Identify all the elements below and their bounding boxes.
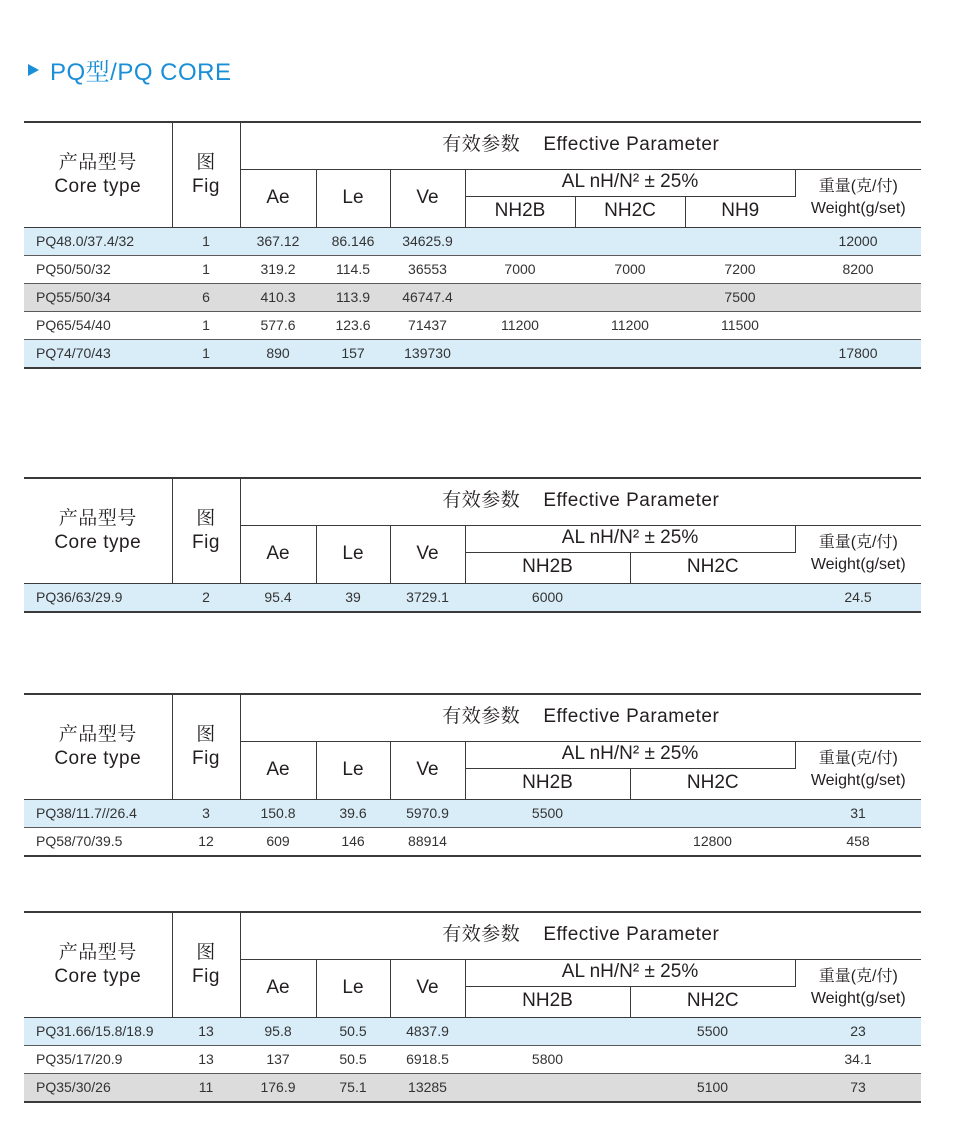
core-type-cell: PQ31.66/15.8/18.9 xyxy=(24,1017,172,1045)
al-cell: 11200 xyxy=(575,311,685,339)
core-type-header: 产品型号 Core type xyxy=(24,912,172,1017)
ae-cell: 577.6 xyxy=(240,311,316,339)
ae-cell: 410.3 xyxy=(240,283,316,311)
core-type-cell: PQ48.0/37.4/32 xyxy=(24,227,172,255)
le-header: Le xyxy=(316,525,390,583)
al-cell xyxy=(575,227,685,255)
le-cell: 114.5 xyxy=(316,255,390,283)
table-row xyxy=(24,827,921,856)
al-cell: 7500 xyxy=(685,283,795,311)
effective-parameter-header: 有效参数 Effective Parameter xyxy=(240,912,921,959)
table-row xyxy=(24,311,921,339)
le-cell: 86.146 xyxy=(316,227,390,255)
weight-cell: 23 xyxy=(795,1017,921,1045)
al-cell xyxy=(465,227,575,255)
material-header: NH2C xyxy=(630,552,795,583)
ve-cell: 71437 xyxy=(390,311,465,339)
core-type-cell: PQ65/54/40 xyxy=(24,311,172,339)
fig-cell: 2 xyxy=(172,583,240,612)
le-cell: 146 xyxy=(316,827,390,856)
core-type-cell: PQ38/11.7//26.4 xyxy=(24,799,172,827)
section-title: PQ型/PQ CORE xyxy=(50,59,232,86)
weight-cell: 17800 xyxy=(795,339,921,368)
al-cell: 7000 xyxy=(465,255,575,283)
spec-table-1 xyxy=(24,121,921,369)
table-row xyxy=(24,1045,921,1073)
fig-cell: 12 xyxy=(172,827,240,856)
le-header: Le xyxy=(316,959,390,1017)
weight-cell xyxy=(795,311,921,339)
material-header: NH2C xyxy=(630,986,795,1017)
ae-cell: 890 xyxy=(240,339,316,368)
table-row xyxy=(24,339,921,368)
le-header: Le xyxy=(316,169,390,227)
le-header: Le xyxy=(316,741,390,799)
al-cell xyxy=(465,339,575,368)
ve-cell: 46747.4 xyxy=(390,283,465,311)
ve-cell: 6918.5 xyxy=(390,1045,465,1073)
ve-cell: 4837.9 xyxy=(390,1017,465,1045)
weight-cell: 458 xyxy=(795,827,921,856)
ae-cell: 95.4 xyxy=(240,583,316,612)
al-header: AL nH/N² ± 25% xyxy=(465,741,795,768)
ve-cell: 13285 xyxy=(390,1073,465,1102)
fig-header: 图 Fig xyxy=(172,694,240,799)
ae-header: Ae xyxy=(240,169,316,227)
core-type-header: 产品型号 Core type xyxy=(24,478,172,583)
table-row xyxy=(24,799,921,827)
ve-cell: 34625.9 xyxy=(390,227,465,255)
weight-header: 重量(克/付) Weight(g/set) xyxy=(795,741,921,799)
weight-cell: 12000 xyxy=(795,227,921,255)
core-type-cell: PQ74/70/43 xyxy=(24,339,172,368)
ae-cell: 95.8 xyxy=(240,1017,316,1045)
effective-parameter-header: 有效参数 Effective Parameter xyxy=(240,478,921,525)
le-cell: 50.5 xyxy=(316,1045,390,1073)
al-cell xyxy=(575,283,685,311)
le-cell: 39 xyxy=(316,583,390,612)
weight-header: 重量(克/付) Weight(g/set) xyxy=(795,169,921,227)
ae-cell: 367.12 xyxy=(240,227,316,255)
table-row xyxy=(24,583,921,612)
al-cell xyxy=(685,339,795,368)
ve-cell: 3729.1 xyxy=(390,583,465,612)
material-header: NH2B xyxy=(465,552,630,583)
le-cell: 50.5 xyxy=(316,1017,390,1045)
fig-header: 图 Fig xyxy=(172,912,240,1017)
ve-header: Ve xyxy=(390,169,465,227)
ve-cell: 5970.9 xyxy=(390,799,465,827)
le-cell: 75.1 xyxy=(316,1073,390,1102)
table-row xyxy=(24,1017,921,1045)
core-type-header: 产品型号 Core type xyxy=(24,694,172,799)
weight-cell: 24.5 xyxy=(795,583,921,612)
fig-cell: 11 xyxy=(172,1073,240,1102)
weight-cell: 31 xyxy=(795,799,921,827)
spec-table-3 xyxy=(24,693,921,857)
core-type-cell: PQ35/30/26 xyxy=(24,1073,172,1102)
weight-cell: 73 xyxy=(795,1073,921,1102)
ve-cell: 88914 xyxy=(390,827,465,856)
table-row xyxy=(24,283,921,311)
table-row xyxy=(24,255,921,283)
fig-cell: 1 xyxy=(172,311,240,339)
al-cell: 6000 xyxy=(465,583,630,612)
ae-header: Ae xyxy=(240,959,316,1017)
al-cell: 7000 xyxy=(575,255,685,283)
core-type-header: 产品型号 Core type xyxy=(24,122,172,227)
weight-cell xyxy=(795,283,921,311)
core-type-cell: PQ50/50/32 xyxy=(24,255,172,283)
al-cell: 11500 xyxy=(685,311,795,339)
fig-header: 图 Fig xyxy=(172,122,240,227)
al-cell: 7200 xyxy=(685,255,795,283)
spec-table-2 xyxy=(24,477,921,613)
le-cell: 123.6 xyxy=(316,311,390,339)
al-cell: 5500 xyxy=(630,1017,795,1045)
al-cell xyxy=(465,1073,630,1102)
spec-table-4 xyxy=(24,911,921,1103)
ae-cell: 609 xyxy=(240,827,316,856)
material-header: NH2B xyxy=(465,768,630,799)
al-cell: 5500 xyxy=(465,799,630,827)
al-header: AL nH/N² ± 25% xyxy=(465,169,795,196)
ve-header: Ve xyxy=(390,959,465,1017)
al-header: AL nH/N² ± 25% xyxy=(465,525,795,552)
le-cell: 113.9 xyxy=(316,283,390,311)
core-type-cell: PQ36/63/29.9 xyxy=(24,583,172,612)
al-cell xyxy=(465,1017,630,1045)
al-cell: 5100 xyxy=(630,1073,795,1102)
material-header: NH9 xyxy=(685,196,795,227)
table-row xyxy=(24,1073,921,1102)
weight-cell: 8200 xyxy=(795,255,921,283)
al-cell xyxy=(630,1045,795,1073)
section-heading xyxy=(28,52,232,87)
triangle-bullet-icon xyxy=(28,64,39,76)
ae-header: Ae xyxy=(240,525,316,583)
fig-cell: 13 xyxy=(172,1017,240,1045)
core-type-cell: PQ35/17/20.9 xyxy=(24,1045,172,1073)
effective-parameter-header: 有效参数 Effective Parameter xyxy=(240,694,921,741)
ve-header: Ve xyxy=(390,741,465,799)
material-header: NH2B xyxy=(465,196,575,227)
fig-header: 图 Fig xyxy=(172,478,240,583)
ae-header: Ae xyxy=(240,741,316,799)
al-cell: 5800 xyxy=(465,1045,630,1073)
material-header: NH2C xyxy=(630,768,795,799)
fig-cell: 3 xyxy=(172,799,240,827)
al-cell xyxy=(630,583,795,612)
material-header: NH2C xyxy=(575,196,685,227)
ve-cell: 139730 xyxy=(390,339,465,368)
fig-cell: 6 xyxy=(172,283,240,311)
ae-cell: 319.2 xyxy=(240,255,316,283)
fig-cell: 1 xyxy=(172,227,240,255)
core-type-cell: PQ55/50/34 xyxy=(24,283,172,311)
al-cell xyxy=(465,827,630,856)
ve-cell: 36553 xyxy=(390,255,465,283)
al-header: AL nH/N² ± 25% xyxy=(465,959,795,986)
material-header: NH2B xyxy=(465,986,630,1017)
al-cell xyxy=(685,227,795,255)
al-cell: 11200 xyxy=(465,311,575,339)
ae-cell: 176.9 xyxy=(240,1073,316,1102)
ae-cell: 137 xyxy=(240,1045,316,1073)
ve-header: Ve xyxy=(390,525,465,583)
ae-cell: 150.8 xyxy=(240,799,316,827)
table-row xyxy=(24,227,921,255)
le-cell: 157 xyxy=(316,339,390,368)
al-cell xyxy=(575,339,685,368)
al-cell xyxy=(465,283,575,311)
weight-cell: 34.1 xyxy=(795,1045,921,1073)
core-type-cell: PQ58/70/39.5 xyxy=(24,827,172,856)
al-cell xyxy=(630,799,795,827)
fig-cell: 1 xyxy=(172,255,240,283)
fig-cell: 13 xyxy=(172,1045,240,1073)
fig-cell: 1 xyxy=(172,339,240,368)
effective-parameter-header: 有效参数 Effective Parameter xyxy=(240,122,921,169)
weight-header: 重量(克/付) Weight(g/set) xyxy=(795,959,921,1017)
le-cell: 39.6 xyxy=(316,799,390,827)
al-cell: 12800 xyxy=(630,827,795,856)
weight-header: 重量(克/付) Weight(g/set) xyxy=(795,525,921,583)
